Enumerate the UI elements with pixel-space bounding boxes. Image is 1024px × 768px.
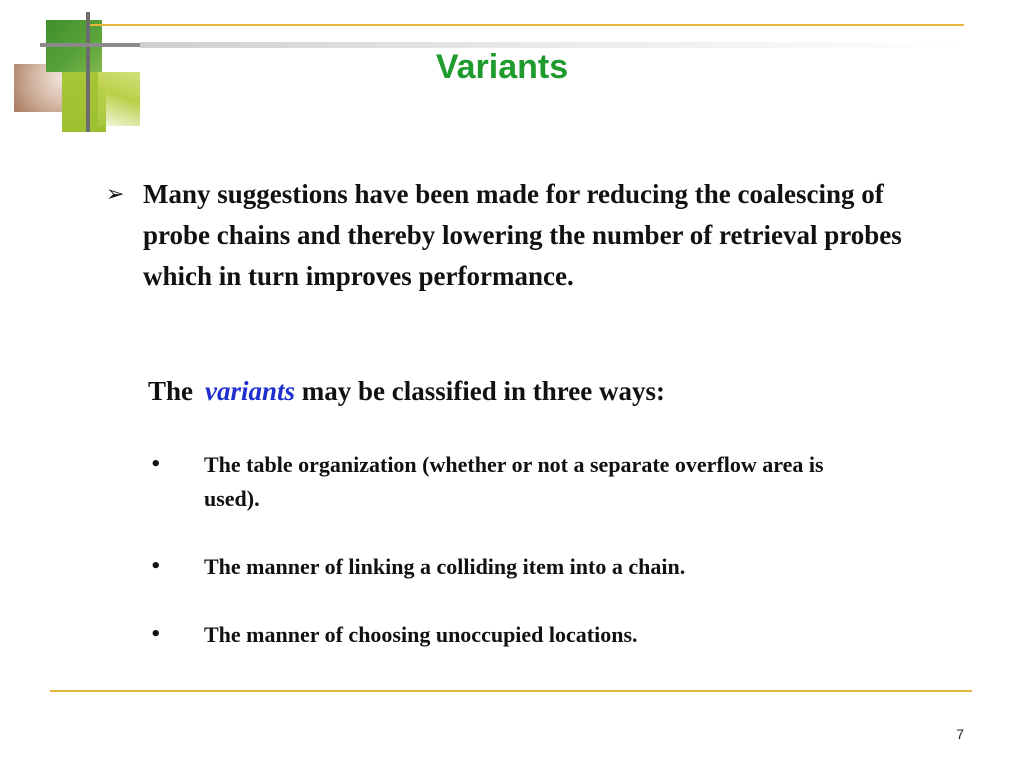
variants-emphasis: variants xyxy=(205,376,296,406)
main-bullet-text: Many suggestions have been made for reducing the coalescing of probe chains and thereby lowering the number of retrieval probes which in turn improves performance. xyxy=(143,179,902,291)
arrow-bullet-icon: ➢ xyxy=(106,182,125,207)
classification-intro xyxy=(148,376,665,407)
sub-bullet-text: The manner of choosing unoccupied locations. xyxy=(204,622,638,647)
sub-bullet xyxy=(150,550,910,584)
footer-rule xyxy=(50,690,972,692)
bullet-dot-icon: • xyxy=(150,624,162,645)
bullet-dot-icon: • xyxy=(150,454,162,475)
classification-prefix: The xyxy=(148,376,194,406)
header-rule xyxy=(90,24,964,26)
sub-bullet-text: The manner of linking a colliding item into a chain. xyxy=(204,554,686,579)
classification-suffix: may be classified in three ways: xyxy=(295,376,666,406)
sub-bullet-text: The table organization (whether or not a separate overflow area is used). xyxy=(204,452,824,511)
page-number: 7 xyxy=(956,726,964,742)
main-bullet xyxy=(106,174,906,297)
sub-bullet xyxy=(150,618,910,652)
slide-title: Variants xyxy=(435,48,569,86)
decorative-horizontal-line xyxy=(40,43,150,47)
sub-bullet xyxy=(150,448,850,516)
bullet-dot-icon: • xyxy=(150,556,162,577)
